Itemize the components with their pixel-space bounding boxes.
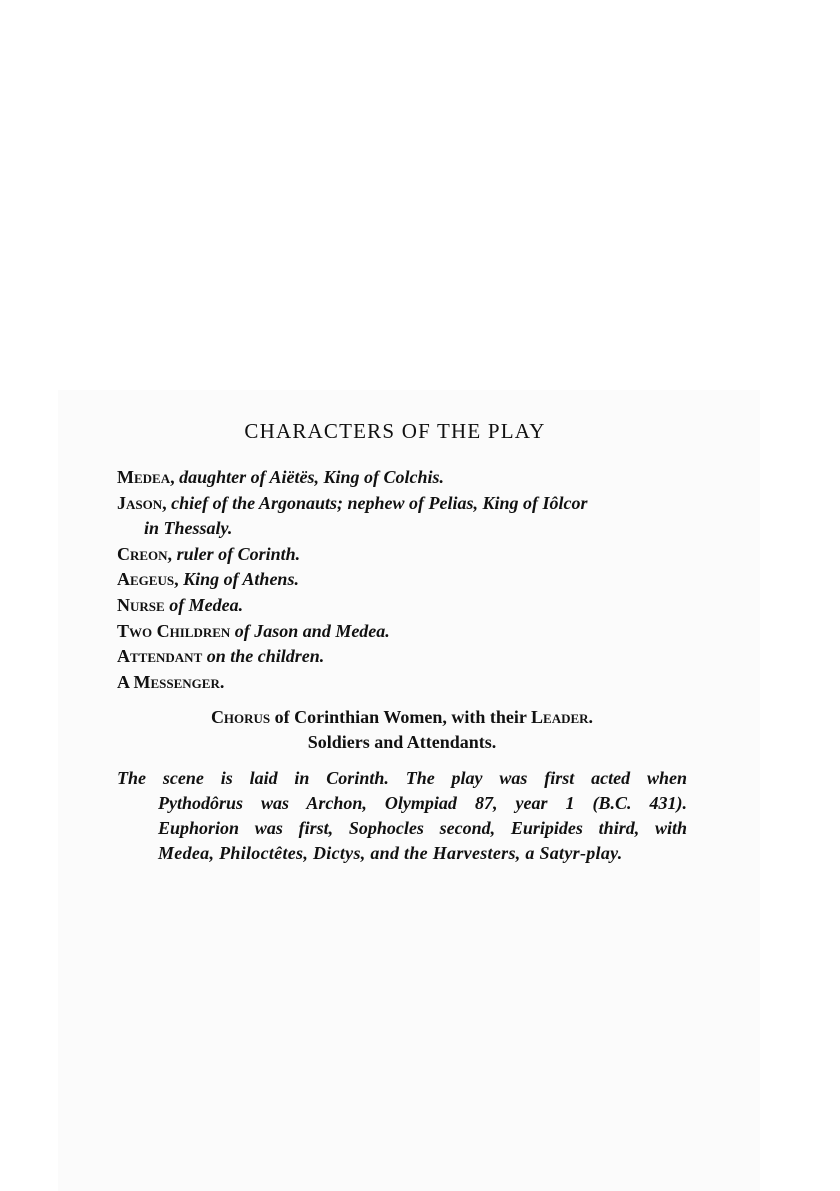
character-entry xyxy=(117,542,717,568)
character-description: ruler of Corinth. xyxy=(176,543,301,564)
character-entry xyxy=(117,593,717,619)
character-name: Aegeus, xyxy=(117,569,179,590)
character-description: of Jason and Medea. xyxy=(234,620,390,641)
chorus-text: of Corinthian Women, with their xyxy=(274,707,527,727)
character-description: of Medea. xyxy=(169,594,244,615)
character-description: chief of the Argonauts; nephew of Pelias, King of Iôlcor xyxy=(171,492,588,513)
character-description: daughter of Aiëtës, King of Colchis. xyxy=(179,467,444,487)
character-name: Two Children xyxy=(117,620,231,641)
character-name: Attendant xyxy=(117,646,203,667)
character-entry xyxy=(117,619,717,645)
scene-line: Pythodôrus was Archon, Olympiad 87, year 1 (B.C. 431). xyxy=(158,793,687,813)
character-entry xyxy=(117,465,717,491)
scene-note xyxy=(117,766,687,866)
character-list xyxy=(117,465,717,695)
chorus-name: Chorus xyxy=(210,707,271,727)
character-entry xyxy=(117,670,717,696)
chorus-line xyxy=(0,705,804,730)
character-entry xyxy=(117,567,717,593)
scene-line: Euphorion was first, Sophocles second, Euripides third, with xyxy=(158,818,687,838)
page-title: CHARACTERS OF THE PLAY xyxy=(244,419,546,443)
character-name: Jason, xyxy=(117,492,167,513)
character-name: Medea, xyxy=(117,467,175,487)
character-name: Nurse xyxy=(117,594,165,615)
character-name: A Messenger. xyxy=(117,671,225,692)
character-entry-continuation xyxy=(117,516,717,542)
scene-line: Medea, Philoctêtes, Dictys, and the Harvesters, a Satyr-play. xyxy=(158,843,623,863)
scene-line: The scene is laid in Corinth. The play was first acted when xyxy=(117,768,687,788)
character-entry xyxy=(117,644,717,670)
character-description: on the children. xyxy=(206,646,325,667)
character-entry xyxy=(117,491,717,517)
character-description: King of Athens. xyxy=(183,569,299,590)
character-name: Creon, xyxy=(117,543,173,564)
chorus-leader: Leader. xyxy=(531,707,594,727)
character-description: in Thessaly. xyxy=(144,518,233,539)
extras-line: Soldiers and Attendants. xyxy=(307,732,497,752)
chorus-block xyxy=(0,705,804,755)
